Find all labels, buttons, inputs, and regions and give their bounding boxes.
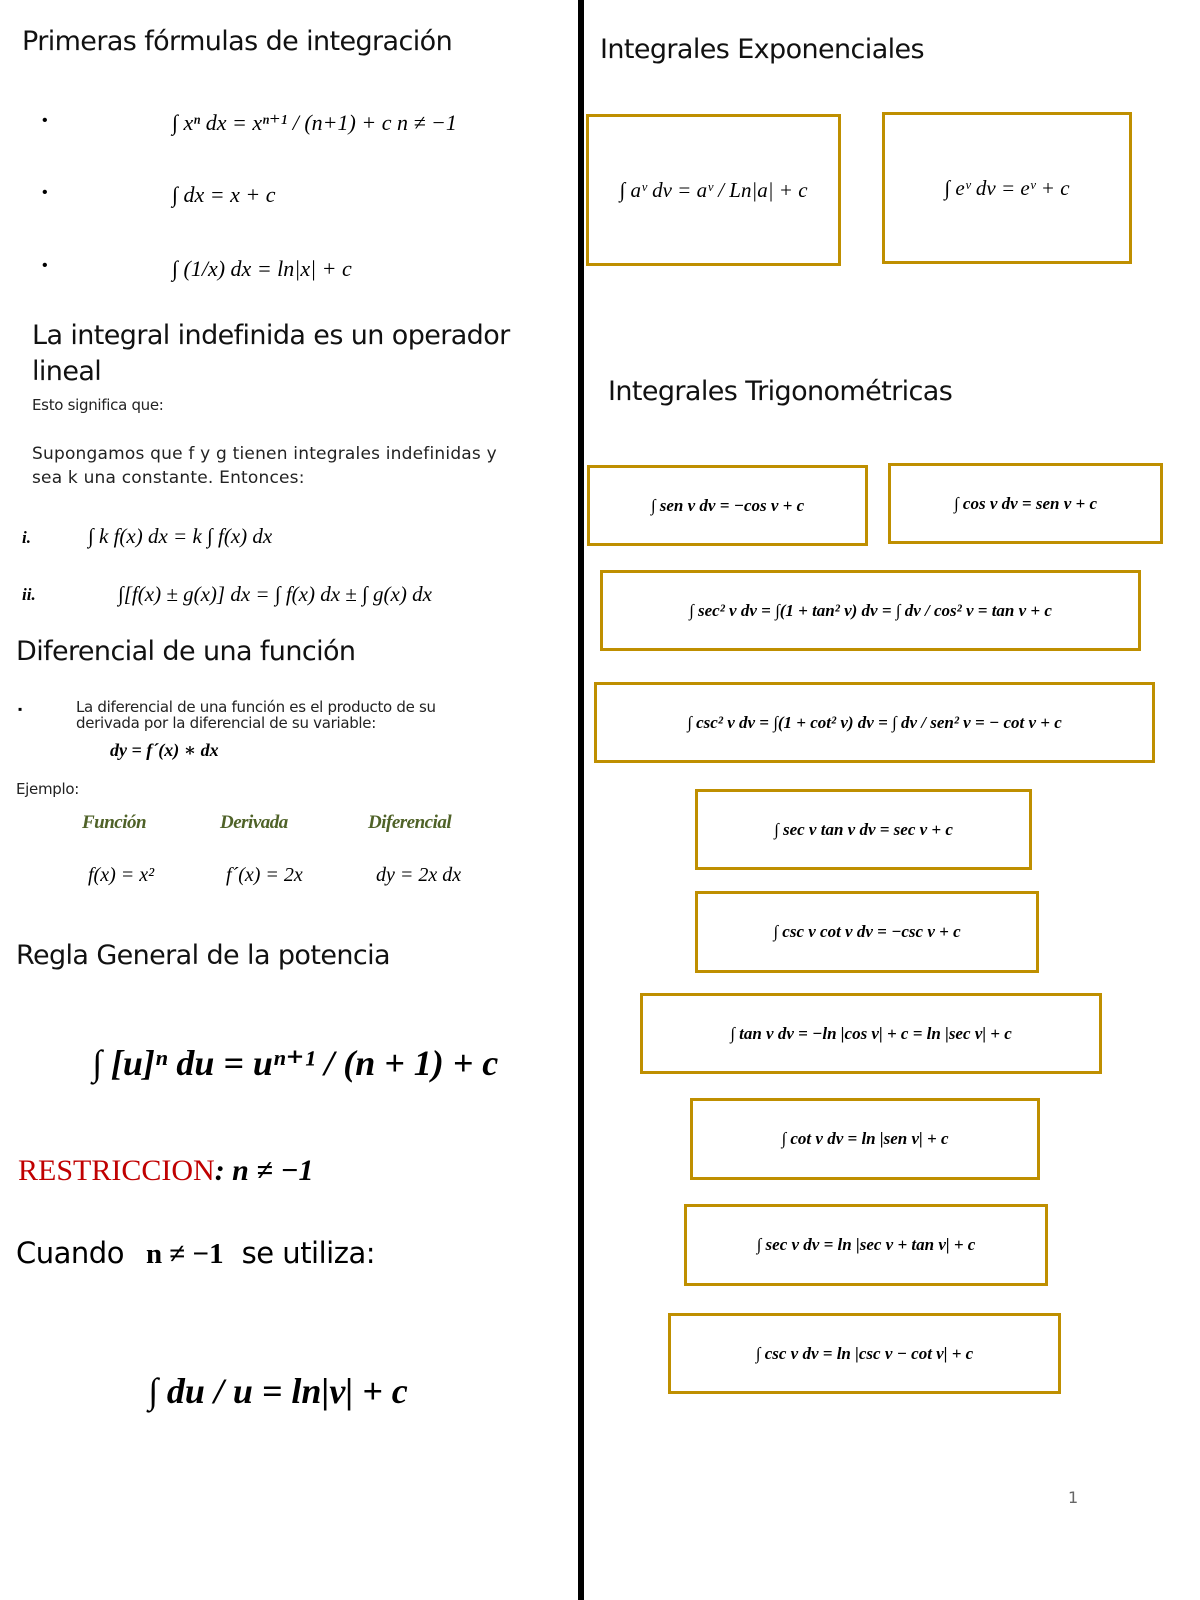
dif-formula: dy = f´(x) ∗ dx	[110, 740, 219, 760]
bullet-marker: •	[42, 184, 48, 201]
formula-box	[695, 789, 1032, 870]
heading-primeras-formulas: Primeras fórmulas de integración	[22, 26, 453, 57]
page-number: 1	[1068, 1488, 1079, 1507]
formula-csc: ∫ csc v dv = ln |csc v − cot v| + c	[755, 1343, 974, 1363]
prop-ii-formula: ∫[f(x) ± g(x)] dx = ∫ f(x) dx ± ∫ g(x) dx	[118, 582, 432, 606]
ejemplo-label: Ejemplo:	[16, 780, 80, 798]
formula-box	[695, 891, 1039, 973]
col-funcion: Función	[82, 812, 147, 833]
restriccion-value: : n ≠ −1	[214, 1154, 314, 1187]
formula-box	[586, 114, 841, 266]
formula-box	[640, 993, 1102, 1074]
heading-diferencial: Diferencial de una función	[16, 636, 356, 667]
prop-i-formula: ∫ k f(x) dx = k ∫ f(x) dx	[88, 524, 273, 548]
formula-sec: ∫ sec v dv = ln |sec v + tan v| + c	[756, 1235, 976, 1254]
formula-dx: ∫ dx = x + c	[172, 182, 276, 207]
heading-operador-lineal-1: La integral indefinida es un operador	[32, 320, 510, 351]
restriccion-line	[18, 1154, 314, 1188]
formula-exp-a: ∫ aᵛ dv = aᵛ / Ln|a| + c	[619, 177, 808, 202]
supongamos-line-2: sea k una constante. Entonces:	[32, 468, 305, 488]
formula-exp-e: ∫ eᵛ dv = eᵛ + c	[944, 175, 1070, 200]
ex-diferencial: dy = 2x dx	[376, 864, 462, 886]
heading-trigonometricas: Integrales Trigonométricas	[608, 376, 953, 407]
power-rule-formula: ∫ [u]ⁿ du = uⁿ⁺¹ / (n + 1) + c	[92, 1043, 499, 1083]
col-diferencial: Diferencial	[368, 812, 452, 833]
column-divider	[578, 0, 584, 1600]
supongamos-line-1: Supongamos que f y g tienen integrales indefinidas y	[32, 444, 497, 464]
formula-box	[684, 1204, 1048, 1286]
formula-cot: ∫ cot v dv = ln |sen v| + c	[781, 1129, 949, 1148]
diferencial-line-2: derivada por la diferencial de su variable:	[76, 714, 376, 732]
formula-sec-tan: ∫ sec v tan v dv = sec v + c	[774, 819, 953, 839]
heading-operador-lineal-2: lineal	[32, 356, 102, 387]
heading-exponenciales: Integrales Exponenciales	[600, 34, 925, 65]
cuando-utiliza: se utiliza:	[241, 1236, 375, 1270]
prop-i-label: i.	[22, 528, 31, 547]
formula-box	[690, 1098, 1040, 1180]
bullet-marker: •	[42, 257, 48, 274]
formula-cos: ∫ cos v dv = sen v + c	[954, 493, 1097, 513]
formula-box	[888, 463, 1163, 544]
log-rule-formula: ∫ du / u = ln|v| + c	[148, 1371, 408, 1411]
formula-box	[587, 465, 868, 546]
formula-tan: ∫ tan v dv = −ln |cos v| + c = ln |sec v| + c	[730, 1023, 1012, 1043]
heading-regla-potencia: Regla General de la potencia	[16, 940, 390, 971]
col-derivada: Derivada	[220, 812, 288, 833]
formula-csc2: ∫ csc² v dv = ∫(1 + cot² v) dv = ∫ dv / sen² v = − cot v + c	[687, 712, 1062, 732]
formula-sen: ∫ sen v dv = −cos v + c	[650, 495, 805, 515]
formula-box	[882, 112, 1132, 264]
formula-power-basic: ∫ xⁿ dx = xⁿ⁺¹ / (n+1) + c n ≠ −1	[172, 110, 457, 135]
ex-derivada: f´(x) = 2x	[226, 864, 303, 886]
restriccion-label: RESTRICCION	[18, 1154, 215, 1187]
bullet-marker: •	[42, 112, 48, 129]
diferencial-line-1: La diferencial de una función es el producto de su	[76, 698, 436, 716]
esto-significa: Esto significa que:	[32, 396, 164, 414]
formula-box	[594, 682, 1155, 763]
formula-box	[668, 1313, 1061, 1394]
formula-one-over-x: ∫ (1/x) dx = ln|x| + c	[172, 256, 352, 281]
ex-funcion: f(x) = x²	[88, 864, 155, 886]
cuando-condition: n ≠ −1	[146, 1238, 224, 1270]
formula-sec2: ∫ sec² v dv = ∫(1 + tan² v) dv = ∫ dv / cos² v = tan v + c	[689, 600, 1052, 620]
cuando-line	[16, 1236, 375, 1271]
bullet-marker: ▪	[18, 702, 23, 716]
prop-ii-label: ii.	[22, 585, 36, 604]
formula-csc-cot: ∫ csc v cot v dv = −csc v + c	[773, 922, 961, 941]
cuando-text: Cuando	[16, 1236, 124, 1270]
formula-box	[600, 570, 1141, 651]
